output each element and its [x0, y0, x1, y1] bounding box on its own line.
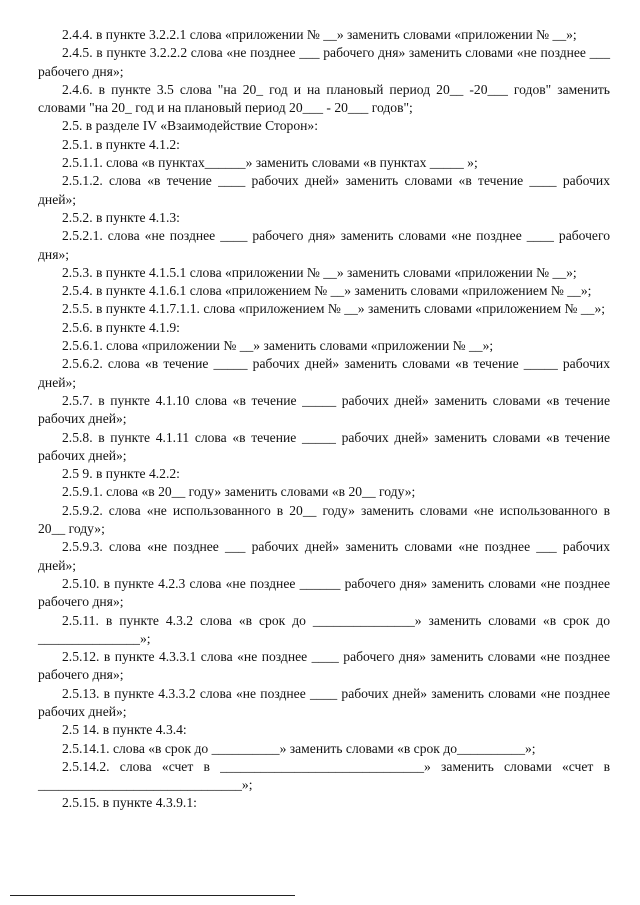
paragraph-2-5-14: 2.5 14. в пункте 4.3.4: — [62, 722, 187, 738]
paragraph-2-5-9-2: 2.5.9.2. слова «не использованного в 20__ году» заменить словами «не использованного в 20__ году»; — [38, 502, 610, 537]
paragraph-2-5-2-1: 2.5.2.1. слова «не позднее ____ рабочего дня» заменить словами «не позднее ____ рабочего дня»; — [38, 228, 610, 262]
paragraph-2-5-1-2: 2.5.1.2. слова «в течение ____ рабочих дней» заменить словами «в течение ____ рабочих дней»; — [38, 173, 610, 207]
paragraph-2-5-14-1: 2.5.14.1. слова «в срок до __________» заменить словами «в срок до__________»; — [62, 740, 536, 756]
paragraph-2-5-4: 2.5.4. в пункте 4.1.6.1 слова «приложением № __» заменить словами «приложением № __»; — [62, 283, 592, 299]
paragraph-2-5-13: 2.5.13. в пункте 4.3.3.2 слова «не позднее ____ рабочих дней» заменить словами «не позднее рабочих дней»; — [38, 685, 610, 719]
paragraph-2-5-3: 2.5.3. в пункте 4.1.5.1 слова «приложении № __» заменить словами «приложении № __»; — [62, 264, 577, 280]
paragraph-2-5-2: 2.5.2. в пункте 4.1.3: — [62, 209, 180, 225]
paragraph-2-5: 2.5. в разделе IV «Взаимодействие Сторон»: — [62, 118, 318, 134]
paragraph-2-5-8: 2.5.8. в пункте 4.1.11 слова «в течение _____ рабочих дней» заменить словами «в течение рабочих дней»; — [38, 429, 610, 463]
paragraph-2-5-7: 2.5.7. в пункте 4.1.10 слова «в течение _____ рабочих дней» заменить словами «в течение рабочих дней»; — [38, 392, 610, 427]
paragraph-2-5-1: 2.5.1. в пункте 4.1.2: — [62, 136, 180, 152]
paragraph-2-5-12: 2.5.12. в пункте 4.3.3.1 слова «не позднее ____ рабочего дня» заменить словами «не позднее рабочего дня»; — [38, 649, 610, 683]
paragraph-2-5-15: 2.5.15. в пункте 4.3.9.1: — [62, 795, 197, 811]
paragraph-2-5-9: 2.5 9. в пункте 4.2.2: — [62, 466, 180, 482]
paragraph-2-4-4: 2.4.4. в пункте 3.2.2.1 слова «приложении № __» заменить словами «приложении № __»; — [62, 27, 577, 42]
paragraph-2-5-5: 2.5.5. в пункте 4.1.7.1.1. слова «приложением № __» заменить словами «приложением № __»; — [62, 301, 606, 317]
paragraph-2-5-6: 2.5.6. в пункте 4.1.9: — [62, 319, 180, 335]
paragraph-2-5-11: 2.5.11. в пункте 4.3.2 слова «в срок до _______________» заменить словами «в срок до _______________»; — [38, 612, 610, 646]
footnote-divider — [10, 895, 295, 896]
paragraph-2-5-6-1: 2.5.6.1. слова «приложении № __» заменить словами «приложении № __»; — [62, 338, 494, 354]
paragraph-2-4-6: 2.4.6. в пункте 3.5 слова "на 20_ год и на плановый период 20__ -20___ годов" заменить словами "на 20_ год и на плановый период 20___ - 20___ годов"; — [38, 81, 610, 116]
paragraph-2-4-5: 2.4.5. в пункте 3.2.2.2 слова «не позднее ___ рабочего дня» заменить словами «не позднее ___ рабочего дня»; — [38, 45, 610, 79]
document-body — [38, 26, 610, 813]
paragraph-2-5-10: 2.5.10. в пункте 4.2.3 слова «не позднее ______ рабочего дня» заменить словами «не позднее рабочего дня»; — [38, 575, 610, 610]
paragraph-2-5-9-3: 2.5.9.3. слова «не позднее ___ рабочих дней» заменить словами «не позднее ___ рабочих дней»; — [38, 539, 610, 573]
paragraph-2-5-9-1: 2.5.9.1. слова «в 20__ году» заменить словами «в 20__ году»; — [62, 484, 416, 500]
paragraph-2-5-1-1: 2.5.1.1. слова «в пунктах______» заменить словами «в пунктах _____ »; — [62, 155, 478, 171]
paragraph-2-5-14-2: 2.5.14.2. слова «счет в ______________________________» заменить словами «счет в ______________________________»; — [38, 758, 610, 793]
paragraph-2-5-6-2: 2.5.6.2. слова «в течение _____ рабочих дней» заменить словами «в течение _____ рабочих дней»; — [38, 356, 610, 390]
